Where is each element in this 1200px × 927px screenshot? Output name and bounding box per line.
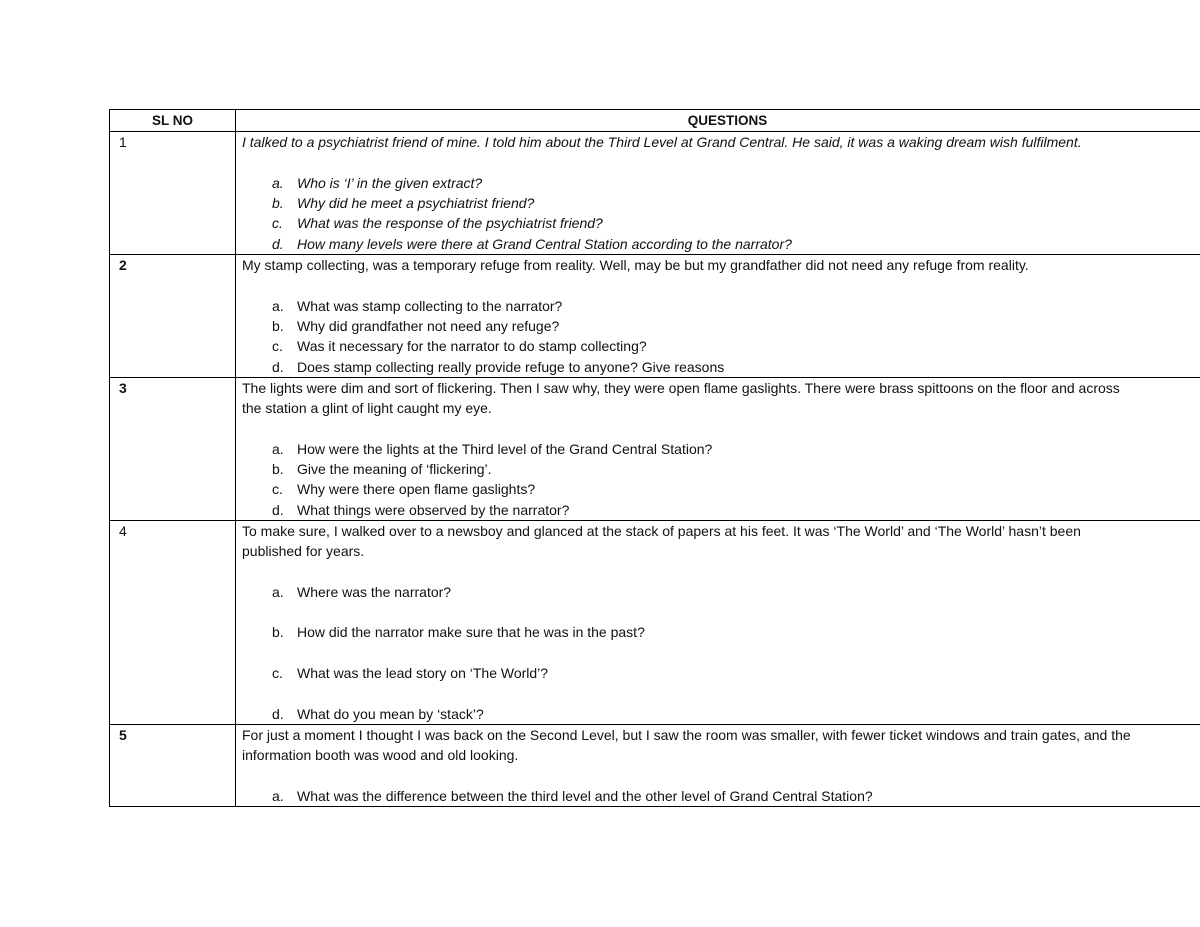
question-text: Does stamp collecting really provide refuge to anyone? Give reasons <box>297 358 725 375</box>
passage-line-2: published for years. <box>242 543 365 560</box>
question-text: Why did he meet a psychiatrist friend? <box>297 195 535 212</box>
row-number: 2 <box>110 255 236 378</box>
item-marker: c. <box>272 481 283 498</box>
question-text: Who is ‘I’ in the given extract? <box>297 174 483 191</box>
row-number: 3 <box>110 377 236 520</box>
row-number: 5 <box>110 724 236 806</box>
item-marker: d. <box>272 358 284 375</box>
passage-text: My stamp collecting, was a temporary refuge from reality. Well, may be but my grandfather did not need any refuge from reality. <box>242 257 1029 274</box>
list-item <box>242 234 1200 254</box>
item-marker: b. <box>272 461 284 478</box>
question-text: Where was the narrator? <box>297 583 452 600</box>
row-content <box>236 724 1200 806</box>
question-text: Why did grandfather not need any refuge? <box>297 317 560 334</box>
list-item <box>242 173 1200 193</box>
header-sl-no: SL NO <box>110 110 236 132</box>
passage-line-1: The lights were dim and sort of flickering. Then I saw why, they were open flame gaslights. There were brass spittoons on the floor and across <box>242 379 1120 396</box>
question-list <box>242 582 1200 724</box>
item-marker: d. <box>272 501 284 518</box>
question-text: What was stamp collecting to the narrator? <box>297 297 563 314</box>
question-text: What was the lead story on ‘The World’? <box>297 665 549 682</box>
question-text: Was it necessary for the narrator to do stamp collecting? <box>297 338 647 355</box>
question-text: Give the meaning of ‘flickering’. <box>297 461 492 478</box>
question-list <box>242 439 1200 520</box>
item-marker: b. <box>272 195 284 212</box>
question-list <box>242 296 1200 377</box>
row-content <box>236 132 1200 255</box>
item-marker: a. <box>272 787 284 804</box>
list-item <box>242 704 1200 724</box>
questions-table <box>109 109 1200 807</box>
list-item <box>242 357 1200 377</box>
list-item <box>242 439 1200 459</box>
question-list <box>242 173 1200 254</box>
question-text: How were the lights at the Third level of the Grand Central Station? <box>297 440 713 457</box>
table-row <box>110 255 1200 378</box>
list-item <box>242 193 1200 213</box>
list-item <box>242 786 1200 806</box>
passage-line-2: information booth was wood and old looking. <box>242 747 519 764</box>
item-marker: c. <box>272 665 283 682</box>
list-item <box>242 479 1200 499</box>
question-text: Why were there open flame gaslights? <box>297 481 536 498</box>
item-marker: d. <box>272 235 284 252</box>
list-item <box>242 622 1200 642</box>
item-marker: d. <box>272 705 284 722</box>
row-content <box>236 377 1200 520</box>
row-content <box>236 520 1200 724</box>
item-marker: a. <box>272 174 284 191</box>
list-item <box>242 296 1200 316</box>
table-header-row <box>110 110 1200 132</box>
row-number: 1 <box>110 132 236 255</box>
question-text: How many levels were there at Grand Central Station according to the narrator? <box>297 235 792 252</box>
list-item <box>242 213 1200 233</box>
item-marker: b. <box>272 317 284 334</box>
question-text: What things were observed by the narrator? <box>297 501 570 518</box>
row-number: 4 <box>110 520 236 724</box>
item-marker: a. <box>272 583 284 600</box>
table-row <box>110 724 1200 806</box>
item-marker: a. <box>272 440 284 457</box>
passage-text: I talked to a psychiatrist friend of mine. I told him about the Third Level at Grand Central. He said, it was a waking dream wish fulfilment. <box>242 134 1082 151</box>
item-marker: a. <box>272 297 284 314</box>
passage-line-1: For just a moment I thought I was back on the Second Level, but I saw the room was smaller, with fewer ticket windows and train gates, and the <box>242 726 1131 743</box>
list-item <box>242 336 1200 356</box>
passage-line-1: To make sure, I walked over to a newsboy and glanced at the stack of papers at his feet. It was ‘The World’ and ‘The World’ hasn’t been <box>242 522 1081 539</box>
question-text: What do you mean by ‘stack’? <box>297 705 484 722</box>
list-item <box>242 500 1200 520</box>
question-list <box>242 786 1200 806</box>
header-questions: QUESTIONS <box>236 110 1200 132</box>
list-item <box>242 316 1200 336</box>
item-marker: c. <box>272 215 283 232</box>
item-marker: b. <box>272 624 284 641</box>
question-text: How did the narrator make sure that he was in the past? <box>297 624 645 641</box>
list-item <box>242 582 1200 602</box>
list-item <box>242 459 1200 479</box>
question-text: What was the response of the psychiatrist friend? <box>297 215 603 232</box>
list-item <box>242 663 1200 683</box>
table-row <box>110 377 1200 520</box>
item-marker: c. <box>272 338 283 355</box>
table-row <box>110 520 1200 724</box>
question-text: What was the difference between the third level and the other level of Grand Central Station? <box>297 787 873 804</box>
passage-line-2: the station a glint of light caught my eye. <box>242 400 492 417</box>
row-content <box>236 255 1200 378</box>
table-row <box>110 132 1200 255</box>
